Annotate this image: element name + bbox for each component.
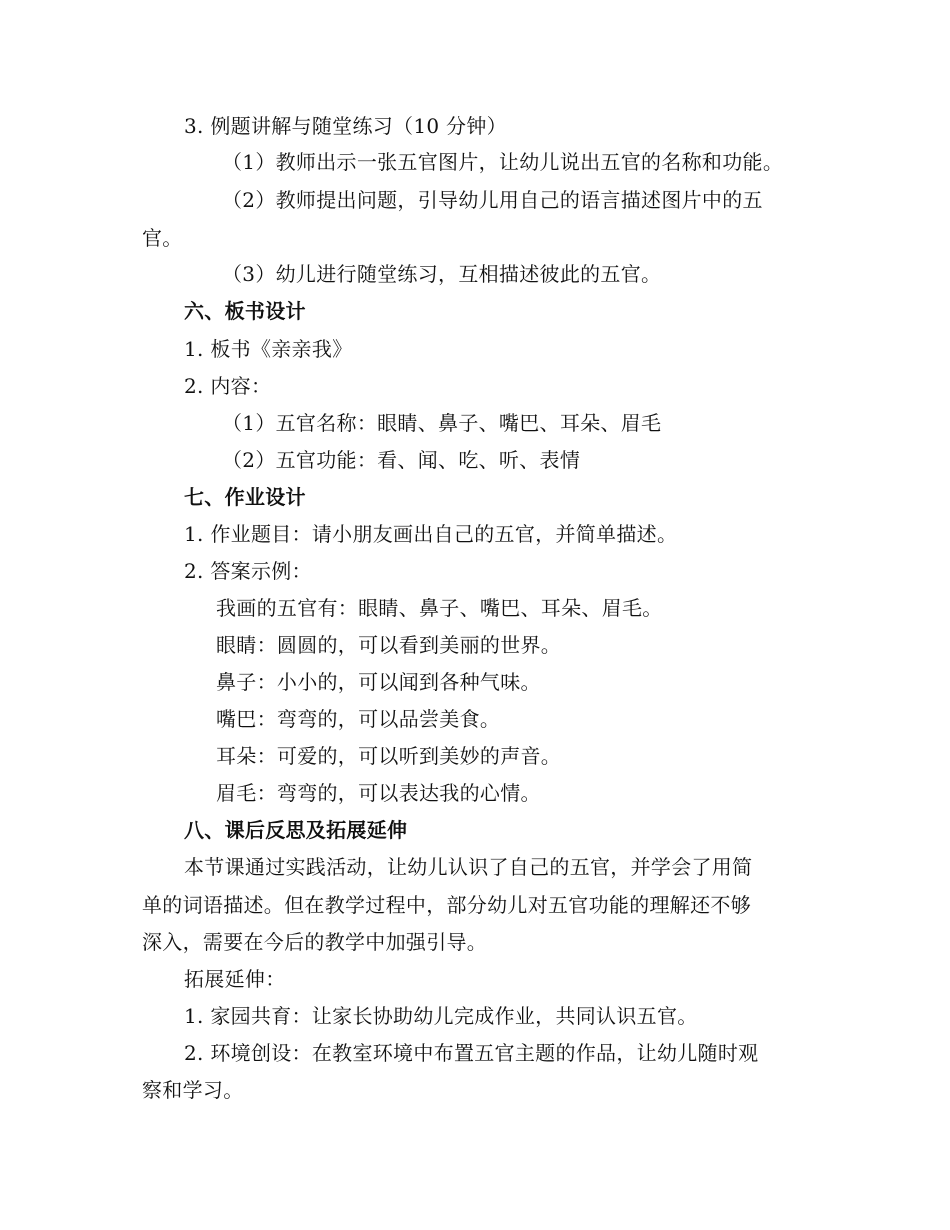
section-heading-reflection: 八、课后反思及拓展延伸: [184, 818, 408, 842]
paragraph-line: 本节课通过实践活动，让幼儿认识了自己的五官，并学会了用简: [184, 855, 753, 879]
answer-line: 眉毛：弯弯的，可以表达我的心情。: [216, 781, 541, 805]
paragraph-line: （3）幼儿进行随堂练习，互相描述彼此的五官。: [222, 262, 662, 286]
paragraph-line: （2）教师提出问题，引导幼儿用自己的语言描述图片中的五: [222, 188, 763, 212]
answer-line: 耳朵：可爱的，可以听到美妙的声音。: [216, 744, 562, 768]
list-item: 2. 答案示例：: [184, 559, 312, 583]
section-heading-board-design: 六、板书设计: [184, 299, 306, 323]
answer-line: 眼睛：圆圆的，可以看到美丽的世界。: [216, 633, 562, 657]
paragraph-line: 单的词语描述。但在教学过程中，部分幼儿对五官功能的理解还不够: [142, 893, 751, 917]
answer-line: 鼻子：小小的，可以闻到各种气味。: [216, 670, 541, 694]
answer-line: 嘴巴：弯弯的，可以品尝美食。: [216, 707, 501, 731]
answer-line: 我画的五官有：眼睛、鼻子、嘴巴、耳朵、眉毛。: [216, 596, 663, 620]
section-heading-homework-design: 七、作业设计: [184, 485, 306, 509]
paragraph-line: （1）教师出示一张五官图片，让幼儿说出五官的名称和功能。: [222, 150, 784, 174]
list-item: 2. 环境创设：在教室环境中布置五官主题的作品，让幼儿随时观: [184, 1041, 759, 1065]
paragraph-line: 察和学习。: [142, 1078, 244, 1102]
list-item: 2. 内容：: [184, 374, 272, 398]
sub-list-item: （1）五官名称：眼睛、鼻子、嘴巴、耳朵、眉毛: [222, 411, 662, 435]
list-item: 1. 作业题目：请小朋友画出自己的五官，并简单描述。: [184, 522, 678, 546]
paragraph-line: 拓展延伸：: [184, 967, 286, 991]
paragraph-line: 深入，需要在今后的教学中加强引导。: [142, 930, 488, 954]
sub-list-item: （2）五官功能：看、闻、吃、听、表情: [222, 448, 581, 472]
section-item-example-practice: 3. 例题讲解与随堂练习（10 分钟）: [184, 114, 507, 138]
list-item: 1. 板书《亲亲我》: [184, 337, 353, 361]
paragraph-line: 官。: [142, 226, 183, 250]
list-item: 1. 家园共育：让家长协助幼儿完成作业，共同认识五官。: [184, 1004, 698, 1028]
